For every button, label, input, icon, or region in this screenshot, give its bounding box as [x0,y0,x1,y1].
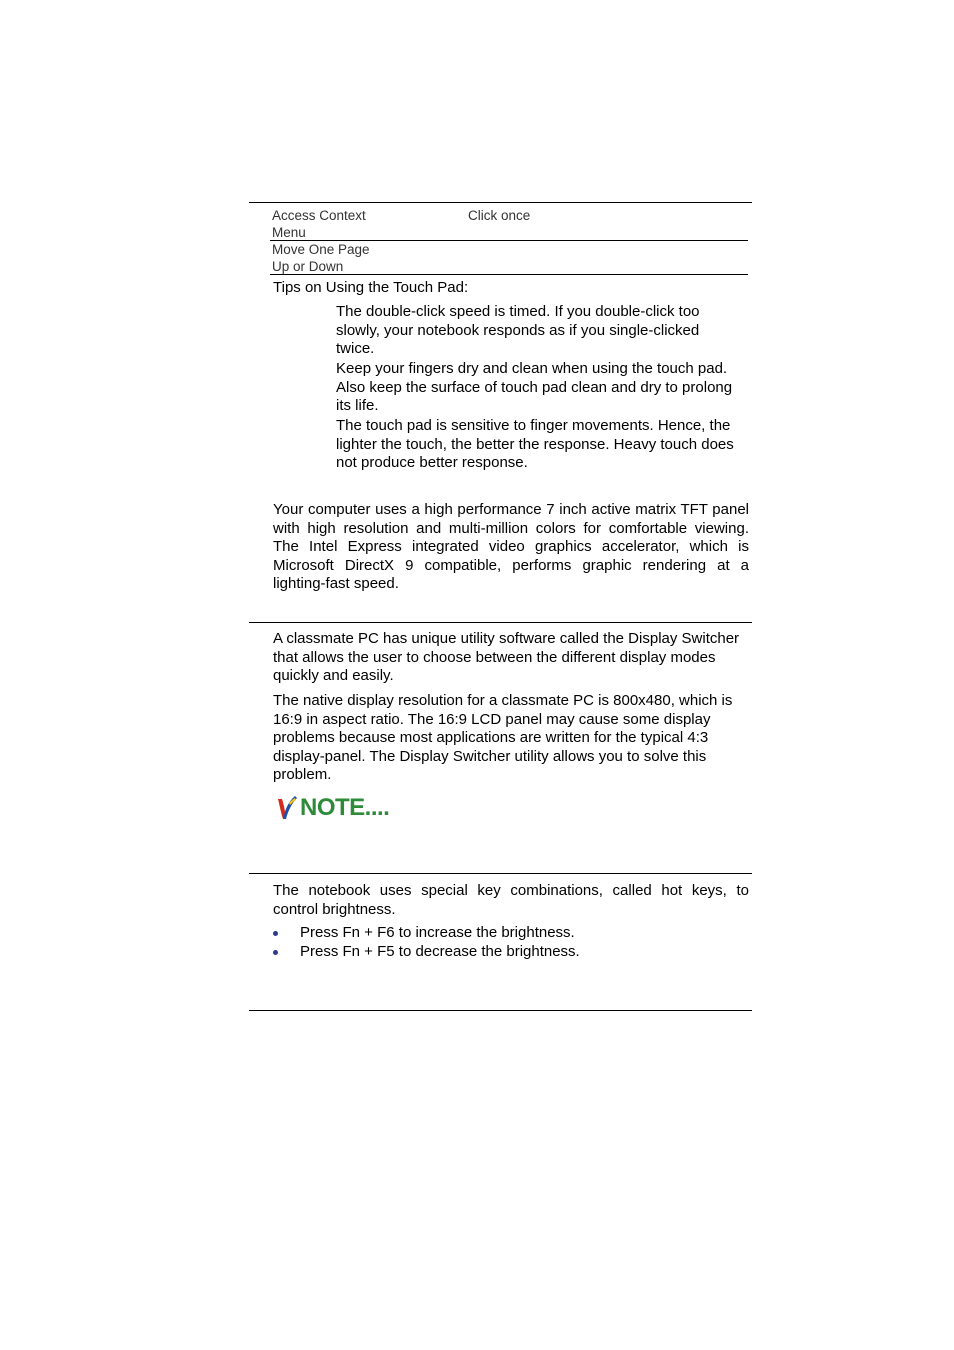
switcher-paragraph-1: A classmate PC has unique utility software called the Display Switcher that allows the user to choose between the different display modes quickly and easily. [273,630,740,684]
note-label: NOTE.... [300,794,390,821]
note-logo [275,793,410,823]
tip-item-1: The double-click speed is timed. If you double-click too slowly, your notebook responds as if you single-clicked twice. [336,303,700,357]
bullet-text: Press Fn + F5 to decrease the brightness. [300,943,580,960]
table-row-1-method: Click once [468,208,531,223]
table-row-2-action [272,241,452,275]
table-cell-line: Access Context [272,208,366,223]
brightness-paragraph: The notebook uses special key combinations, called hot keys, to control brightness. [273,882,749,918]
table-cell-line: Up or Down [272,259,344,274]
table-top-rule [249,202,752,203]
table-cell-line: Move One Page [272,242,370,257]
display-paragraph: Your computer uses a high performance 7 inch active matrix TFT panel with high resolution and multi-million colors for comfortable viewing. The Intel Express integrated video graphics accelerator, which is Microsoft DirectX 9 compatible, performs graphic rendering at a lighting-fast speed. [273,501,749,592]
page-bottom-rule [249,1010,752,1011]
table-row-1-action [272,207,452,241]
table-cell-line: Menu [272,225,306,240]
section-rule-switcher [249,622,752,623]
tip-item-2: Keep your fingers dry and clean when using the touch pad. Also keep the surface of touch pad clean and dry to prolong its life. [336,360,733,414]
bullet-icon [273,950,278,955]
tip-item-3: The touch pad is sensitive to finger movements. Hence, the lighter the touch, the better the response. Heavy touch does not produce better response. [336,417,734,471]
bullet-text: Press Fn + F6 to increase the brightness. [300,924,575,941]
table-bottom-rule [270,274,748,275]
bullet-icon [273,931,278,936]
switcher-paragraph-2: The native display resolution for a classmate PC is 800x480, which is 16:9 in aspect ratio. The 16:9 LCD panel may cause some display problems because most applications are written for the typical 4:3 display-panel. The Display Switcher utility allows you to solve this problem. [273,692,733,783]
section-rule-brightness [249,873,752,874]
tips-heading: Tips on Using the Touch Pad: [273,279,469,296]
